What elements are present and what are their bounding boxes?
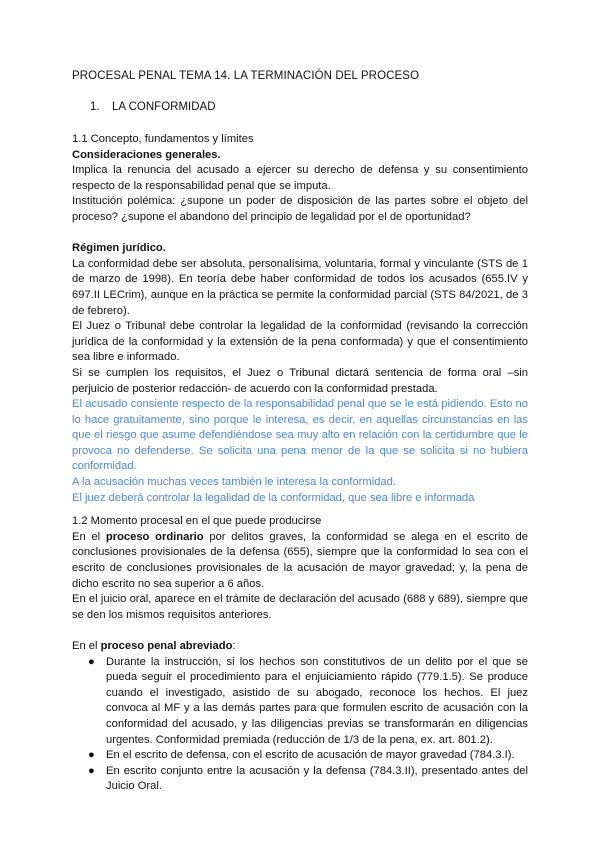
ordinario-paragraph: En el proceso ordinario por delitos graves, la conformidad se alega en el escrito de conclusiones provisionales de la defensa (655), siempre que la conformidad lo sea con el escrito de conclusiones provisionales de la acusación de mayor gravedad; y, la pena de dicho escrito no sea superior a 6 años. <box>72 530 528 590</box>
consideraciones-paragraph-1: Implica la renuncia del acusado a ejercer su derecho de defensa y su consentimiento respecto de la responsabilidad penal que se imputa. <box>72 164 528 192</box>
abreviado-bold: proceso penal abreviado <box>100 640 233 652</box>
document-title: PROCESAL PENAL TEMA 14. LA TERMINACIÓN DEL PROCESO <box>72 70 420 82</box>
regimen-paragraph-3: Si se cumplen los requisitos, el Juez o Tribunal dictará sentencia de forma oral –sin perjuicio de posterior redacción- de acuerdo con la conformidad prestada. <box>72 366 528 395</box>
regimen-paragraph-2: El Juez o Tribunal debe controlar la legalidad de la conformidad (revisando la corrección jurídica de la conformidad y la extensión de la pena conformada) y que el consentimiento sea libre e informado. <box>72 320 528 364</box>
abreviado-paragraph: En el proceso penal abreviado: <box>72 640 236 652</box>
list-item: ● En escrito conjunto entre la acusación y la defensa (784.3.II), presentado antes del Juicio Oral. <box>88 764 528 793</box>
note-paragraph-3: El juez deberá controlar la legalidad de la conformidad, que sea libre e informada <box>72 491 475 504</box>
bullet-icon: ● <box>88 655 95 668</box>
abreviado-bullet-list <box>72 655 528 795</box>
list-item: ● En el escrito de defensa, con el escrito de acusación de mayor gravedad (784.3.I). <box>106 748 528 764</box>
section-number: 1. <box>90 101 100 113</box>
consideraciones-heading: Consideraciones generales. <box>72 148 221 161</box>
note-paragraph-2: A la acusación muchas veces también le interesa la conformidad. <box>72 476 396 489</box>
regimen-heading: Régimen jurídico. <box>72 242 166 255</box>
section-heading-conformidad <box>72 101 528 113</box>
subsection-heading-concepto: 1.1 Concepto, fundamentos y límites <box>72 133 254 145</box>
section-label: LA CONFORMIDAD <box>112 101 216 113</box>
bullet-icon: ● <box>88 764 95 777</box>
bullet-icon: ● <box>88 749 95 762</box>
list-item: ● Durante la instrucción, si los hechos son constitutivos de un delito por el que se pueda seguir el procedimiento para el enjuiciamiento rápido (779.1.5). Se produce cuando el investigado, asistido de su abogado, reconoce los hechos. El juez convoca al MF y a las demás partes para que formulen escrito de acusación con la conformidad del acusado, y las diligencias previas se transformarán en diligencias urgentes. Conformidad premiada (reducción de 1/3 de la pena, ex. art. 801.2). <box>88 655 528 746</box>
regimen-paragraph-1: La conformidad debe ser absoluta, personalísima, voluntaria, formal y vinculante (STS de 1 de marzo de 1998). En teoría debe haber conformidad de todos los acusados (655.IV y 697.II LECrim), aunque en la práctica se permite la conformidad parcial (STS 84/2021, de 3 de febrero). <box>72 257 528 317</box>
juicio-oral-paragraph: En el juicio oral, aparece en el trámite de declaración del acusado (688 y 689), siempre que se den los mismos requisitos anteriores. <box>72 593 528 621</box>
note-paragraph-1: El acusado consiente respecto de la responsabilidad penal que se le está pidiendo. Esto no lo hace gratuitamente, sino porque le interesa, es decir, en aquellas circunstancias en las que el riesgo que asume defendiéndose sea muy alto en relación con la certidumbre que le provoca no defenderse. Se solicita una pena menor de la que se solicita si no hubiera conformidad. <box>72 398 528 473</box>
consideraciones-paragraph-2: Institución polémica: ¿supone un poder de disposición de las partes sobre el objeto del proceso? ¿supone el abandono del principio de legalidad por el de oportunidad? <box>72 195 528 223</box>
subsection-heading-momento: 1.2 Momento procesal en el que puede producirse <box>72 515 322 528</box>
ordinario-bold: proceso ordinario <box>105 530 204 543</box>
